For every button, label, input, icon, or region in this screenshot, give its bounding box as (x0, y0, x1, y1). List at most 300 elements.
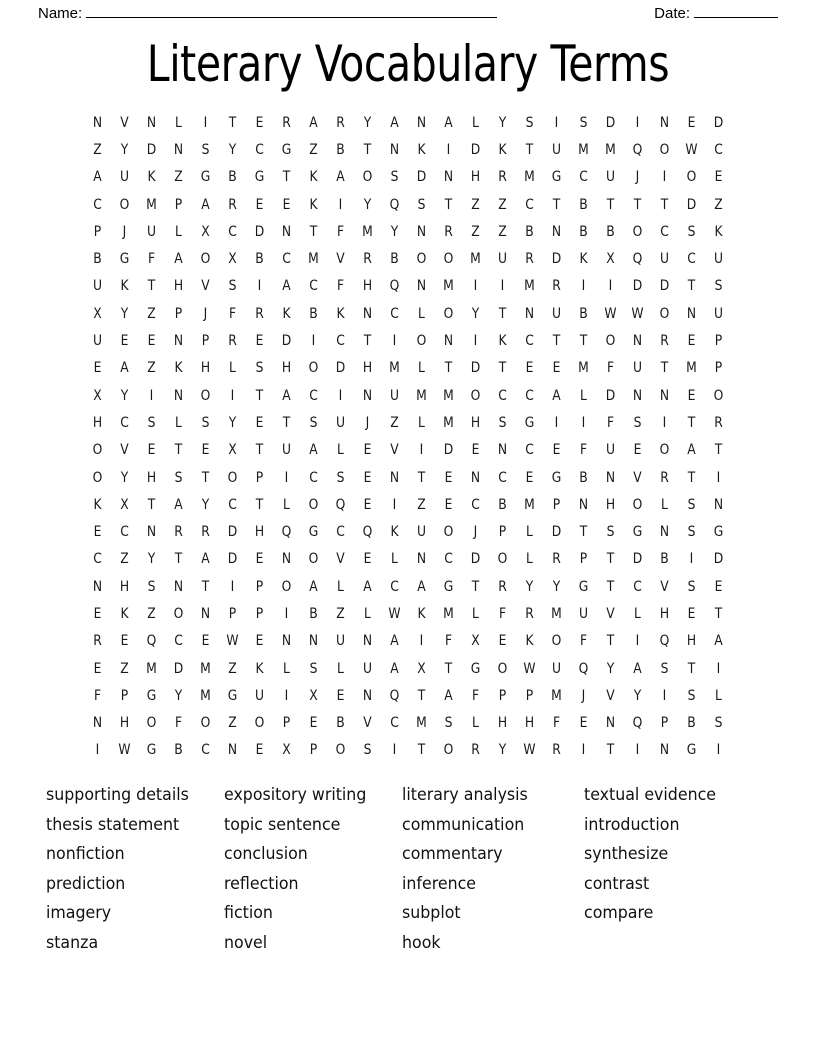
grid-cell[interactable]: B (525, 223, 534, 240)
grid-cell[interactable]: D (227, 551, 238, 568)
grid-cell[interactable]: A (363, 578, 372, 595)
grid-cell[interactable]: N (146, 114, 157, 131)
grid-cell[interactable]: D (146, 141, 157, 158)
grid-cell[interactable]: Z (120, 551, 129, 568)
grid-cell[interactable]: M (524, 496, 535, 513)
grid-cell[interactable]: V (336, 551, 345, 568)
grid-cell[interactable]: E (93, 605, 102, 622)
grid-cell[interactable]: P (660, 715, 669, 732)
grid-cell[interactable]: B (579, 469, 588, 486)
grid-cell[interactable]: O (308, 551, 319, 568)
grid-cell[interactable]: C (498, 469, 507, 486)
grid-cell[interactable]: B (228, 169, 237, 186)
grid-cell[interactable]: I (716, 742, 721, 759)
grid-cell[interactable]: E (525, 469, 534, 486)
grid-cell[interactable]: G (713, 524, 724, 541)
grid-cell[interactable]: T (714, 442, 723, 459)
grid-cell[interactable]: I (338, 196, 343, 213)
grid-cell[interactable]: J (581, 687, 586, 704)
grid-cell[interactable]: H (362, 278, 373, 295)
grid-cell[interactable]: C (93, 551, 102, 568)
grid-cell[interactable]: N (659, 114, 670, 131)
grid-cell[interactable]: P (174, 305, 183, 322)
grid-cell[interactable]: E (363, 551, 372, 568)
grid-cell[interactable]: H (497, 715, 508, 732)
grid-cell[interactable]: F (498, 605, 507, 622)
grid-cell[interactable]: X (282, 742, 291, 759)
grid-cell[interactable]: L (526, 551, 533, 568)
grid-cell[interactable]: V (606, 687, 615, 704)
grid-cell[interactable]: I (95, 742, 100, 759)
grid-cell[interactable]: T (633, 196, 642, 213)
grid-cell[interactable]: T (606, 551, 615, 568)
grid-cell[interactable]: T (255, 387, 264, 404)
word-list-item[interactable]: conclusion (224, 844, 308, 864)
grid-cell[interactable]: E (147, 442, 156, 459)
grid-cell[interactable]: A (552, 387, 561, 404)
grid-cell[interactable]: M (443, 414, 454, 431)
grid-cell[interactable]: T (660, 360, 669, 377)
grid-cell[interactable]: U (92, 278, 103, 295)
grid-cell[interactable]: Q (389, 196, 400, 213)
word-list-item[interactable]: expository writing (224, 785, 367, 805)
grid-cell[interactable]: S (417, 196, 426, 213)
grid-cell[interactable]: O (200, 387, 211, 404)
grid-cell[interactable]: R (93, 633, 102, 650)
grid-cell[interactable]: E (714, 169, 723, 186)
grid-cell[interactable]: S (390, 169, 399, 186)
grid-cell[interactable]: C (471, 496, 480, 513)
grid-cell[interactable]: J (473, 524, 478, 541)
grid-cell[interactable]: Z (228, 715, 237, 732)
grid-cell[interactable]: N (632, 387, 643, 404)
grid-cell[interactable]: N (416, 223, 427, 240)
grid-cell[interactable]: N (173, 578, 184, 595)
grid-cell[interactable]: S (687, 223, 696, 240)
grid-cell[interactable]: Y (471, 305, 480, 322)
grid-cell[interactable]: J (365, 414, 370, 431)
grid-cell[interactable]: K (120, 605, 129, 622)
grid-cell[interactable]: Z (471, 196, 480, 213)
grid-cell[interactable]: G (146, 687, 157, 704)
grid-cell[interactable]: I (716, 660, 721, 677)
word-list-item[interactable]: imagery (46, 903, 112, 923)
grid-cell[interactable]: S (633, 414, 642, 431)
grid-cell[interactable]: R (552, 278, 561, 295)
grid-cell[interactable]: Z (417, 496, 426, 513)
grid-cell[interactable]: I (662, 687, 667, 704)
grid-cell[interactable]: S (714, 715, 723, 732)
grid-cell[interactable]: C (309, 469, 318, 486)
grid-cell[interactable]: S (606, 524, 615, 541)
grid-cell[interactable]: G (200, 169, 211, 186)
grid-cell[interactable]: E (282, 196, 291, 213)
grid-cell[interactable]: L (337, 578, 344, 595)
grid-cell[interactable]: P (201, 333, 210, 350)
grid-cell[interactable]: A (633, 660, 642, 677)
grid-cell[interactable]: Z (120, 660, 129, 677)
grid-cell[interactable]: E (633, 442, 642, 459)
grid-cell[interactable]: N (659, 524, 670, 541)
grid-cell[interactable]: N (146, 524, 157, 541)
grid-cell[interactable]: I (581, 742, 586, 759)
grid-cell[interactable]: M (470, 251, 481, 268)
grid-cell[interactable]: T (606, 578, 615, 595)
grid-cell[interactable]: W (604, 305, 617, 322)
grid-cell[interactable]: N (659, 742, 670, 759)
grid-cell[interactable]: Z (336, 605, 345, 622)
grid-cell[interactable]: H (362, 360, 373, 377)
grid-cell[interactable]: T (660, 196, 669, 213)
grid-cell[interactable]: I (473, 278, 478, 295)
grid-cell[interactable]: S (363, 742, 372, 759)
grid-cell[interactable]: O (470, 387, 481, 404)
grid-cell[interactable]: L (661, 496, 668, 513)
grid-cell[interactable]: I (662, 414, 667, 431)
grid-cell[interactable]: O (281, 578, 292, 595)
grid-cell[interactable]: S (228, 278, 237, 295)
grid-cell[interactable]: N (578, 496, 589, 513)
grid-cell[interactable]: B (579, 196, 588, 213)
grid-cell[interactable]: I (554, 114, 559, 131)
grid-cell[interactable]: N (389, 141, 400, 158)
grid-cell[interactable]: K (579, 251, 588, 268)
grid-cell[interactable]: T (201, 578, 210, 595)
grid-cell[interactable]: S (174, 469, 183, 486)
grid-cell[interactable]: C (201, 742, 210, 759)
grid-cell[interactable]: E (147, 333, 156, 350)
grid-cell[interactable]: Y (120, 469, 129, 486)
grid-cell[interactable]: A (444, 114, 453, 131)
grid-cell[interactable]: I (392, 496, 397, 513)
grid-cell[interactable]: T (174, 442, 183, 459)
grid-cell[interactable]: P (309, 742, 318, 759)
grid-cell[interactable]: A (309, 114, 318, 131)
grid-cell[interactable]: G (632, 524, 643, 541)
grid-cell[interactable]: R (444, 223, 453, 240)
grid-cell[interactable]: R (498, 169, 507, 186)
grid-cell[interactable]: A (309, 442, 318, 459)
grid-cell[interactable]: T (363, 141, 372, 158)
grid-cell[interactable]: U (605, 169, 616, 186)
grid-cell[interactable]: T (363, 333, 372, 350)
grid-cell[interactable]: U (713, 251, 724, 268)
grid-cell[interactable]: A (93, 169, 102, 186)
grid-cell[interactable]: I (392, 333, 397, 350)
grid-cell[interactable]: J (635, 169, 640, 186)
grid-cell[interactable]: K (714, 223, 723, 240)
grid-cell[interactable]: H (524, 715, 535, 732)
grid-cell[interactable]: E (201, 442, 210, 459)
grid-cell[interactable]: N (92, 114, 103, 131)
grid-cell[interactable]: O (443, 524, 454, 541)
grid-cell[interactable]: I (419, 442, 424, 459)
grid-cell[interactable]: I (311, 333, 316, 350)
grid-cell[interactable]: Z (498, 196, 507, 213)
grid-cell[interactable]: K (417, 605, 426, 622)
grid-cell[interactable]: A (309, 578, 318, 595)
grid-cell[interactable]: T (606, 633, 615, 650)
grid-cell[interactable]: S (309, 660, 318, 677)
grid-cell[interactable]: N (524, 305, 535, 322)
word-list-item[interactable]: nonfiction (46, 844, 125, 864)
grid-cell[interactable]: E (255, 633, 264, 650)
grid-cell[interactable]: A (417, 578, 426, 595)
grid-cell[interactable]: C (309, 387, 318, 404)
grid-cell[interactable]: E (444, 496, 453, 513)
grid-cell[interactable]: M (524, 169, 535, 186)
grid-cell[interactable]: P (255, 469, 264, 486)
grid-cell[interactable]: B (579, 223, 588, 240)
grid-cell[interactable]: T (444, 660, 453, 677)
grid-cell[interactable]: P (552, 496, 561, 513)
grid-cell[interactable]: M (686, 360, 697, 377)
grid-cell[interactable]: N (605, 469, 616, 486)
grid-cell[interactable]: E (525, 360, 534, 377)
grid-cell[interactable]: E (309, 715, 318, 732)
grid-cell[interactable]: L (364, 605, 371, 622)
grid-cell[interactable]: I (230, 578, 235, 595)
word-list-item[interactable]: hook (402, 932, 441, 953)
grid-cell[interactable]: N (281, 551, 292, 568)
grid-cell[interactable]: X (417, 660, 426, 677)
grid-cell[interactable]: O (308, 360, 319, 377)
grid-cell[interactable]: U (713, 305, 724, 322)
grid-cell[interactable]: T (282, 169, 291, 186)
grid-cell[interactable]: F (336, 223, 345, 240)
grid-cell[interactable]: A (714, 633, 723, 650)
grid-cell[interactable]: M (389, 360, 400, 377)
grid-cell[interactable]: R (498, 578, 507, 595)
grid-cell[interactable]: N (92, 715, 103, 732)
grid-cell[interactable]: C (228, 223, 237, 240)
grid-cell[interactable]: K (498, 333, 507, 350)
grid-cell[interactable]: W (523, 742, 536, 759)
grid-cell[interactable]: Q (632, 141, 643, 158)
grid-cell[interactable]: P (498, 687, 507, 704)
word-list-item[interactable]: topic sentence (224, 814, 341, 835)
grid-cell[interactable]: I (419, 633, 424, 650)
grid-cell[interactable]: X (228, 442, 237, 459)
grid-cell[interactable]: D (551, 524, 562, 541)
grid-cell[interactable]: J (203, 305, 208, 322)
grid-cell[interactable]: F (336, 278, 345, 295)
grid-cell[interactable]: A (390, 114, 399, 131)
grid-cell[interactable]: K (309, 169, 318, 186)
grid-cell[interactable]: G (146, 742, 157, 759)
grid-cell[interactable]: V (606, 605, 615, 622)
grid-cell[interactable]: C (525, 333, 534, 350)
grid-cell[interactable]: D (173, 660, 184, 677)
grid-cell[interactable]: C (228, 496, 237, 513)
grid-cell[interactable]: H (659, 605, 670, 622)
grid-cell[interactable]: V (120, 442, 129, 459)
grid-cell[interactable]: Q (578, 660, 589, 677)
grid-cell[interactable]: Z (228, 660, 237, 677)
grid-cell[interactable]: D (470, 141, 481, 158)
grid-cell[interactable]: B (309, 305, 318, 322)
grid-cell[interactable]: S (444, 715, 453, 732)
grid-cell[interactable]: L (418, 305, 425, 322)
grid-cell[interactable]: J (122, 223, 127, 240)
grid-cell[interactable]: Y (390, 223, 399, 240)
grid-cell[interactable]: T (444, 196, 453, 213)
grid-cell[interactable]: R (201, 524, 210, 541)
grid-cell[interactable]: P (714, 360, 723, 377)
grid-cell[interactable]: L (580, 387, 587, 404)
grid-cell[interactable]: A (444, 687, 453, 704)
grid-cell[interactable]: M (578, 360, 589, 377)
grid-cell[interactable]: C (336, 524, 345, 541)
word-list-item[interactable]: novel (224, 932, 268, 953)
grid-cell[interactable]: N (227, 742, 238, 759)
grid-cell[interactable]: N (659, 387, 670, 404)
grid-cell[interactable]: Z (147, 605, 156, 622)
grid-cell[interactable]: F (444, 633, 453, 650)
grid-cell[interactable]: U (335, 633, 346, 650)
grid-cell[interactable]: Q (659, 633, 670, 650)
grid-cell[interactable]: F (147, 251, 156, 268)
grid-cell[interactable]: N (497, 442, 508, 459)
grid-cell[interactable]: N (173, 141, 184, 158)
grid-cell[interactable]: A (174, 251, 183, 268)
grid-cell[interactable]: Y (120, 387, 129, 404)
grid-cell[interactable]: M (308, 251, 319, 268)
grid-cell[interactable]: A (174, 496, 183, 513)
grid-cell[interactable]: Y (525, 578, 534, 595)
grid-cell[interactable]: E (687, 605, 696, 622)
grid-cell[interactable]: Y (228, 414, 237, 431)
grid-cell[interactable]: A (336, 169, 345, 186)
grid-cell[interactable]: O (92, 442, 103, 459)
grid-cell[interactable]: D (227, 524, 238, 541)
grid-cell[interactable]: Q (632, 251, 643, 268)
grid-cell[interactable]: L (175, 223, 182, 240)
grid-cell[interactable]: D (713, 551, 724, 568)
grid-cell[interactable]: K (417, 141, 426, 158)
grid-cell[interactable]: U (578, 605, 589, 622)
grid-cell[interactable]: E (363, 442, 372, 459)
grid-cell[interactable]: C (390, 715, 399, 732)
grid-cell[interactable]: D (551, 251, 562, 268)
grid-cell[interactable]: E (201, 633, 210, 650)
grid-cell[interactable]: N (281, 223, 292, 240)
grid-cell[interactable]: U (335, 414, 346, 431)
grid-cell[interactable]: V (336, 251, 345, 268)
grid-cell[interactable]: U (254, 687, 265, 704)
grid-cell[interactable]: C (525, 387, 534, 404)
grid-cell[interactable]: V (201, 278, 210, 295)
word-list-item[interactable]: subplot (402, 903, 461, 923)
word-list-item[interactable]: introduction (584, 814, 680, 835)
grid-cell[interactable]: T (552, 333, 561, 350)
word-list-item[interactable]: literary analysis (402, 785, 528, 805)
grid-cell[interactable]: T (255, 442, 264, 459)
grid-cell[interactable]: H (686, 633, 697, 650)
grid-cell[interactable]: Q (389, 278, 400, 295)
grid-cell[interactable]: U (146, 223, 157, 240)
grid-cell[interactable]: M (362, 223, 373, 240)
grid-cell[interactable]: H (281, 360, 292, 377)
grid-cell[interactable]: S (687, 524, 696, 541)
grid-cell[interactable]: C (174, 633, 183, 650)
grid-cell[interactable]: T (498, 305, 507, 322)
grid-cell[interactable]: T (579, 524, 588, 541)
grid-cell[interactable]: I (581, 414, 586, 431)
grid-cell[interactable]: T (309, 223, 318, 240)
grid-cell[interactable]: Y (552, 578, 561, 595)
grid-cell[interactable]: I (635, 114, 640, 131)
grid-cell[interactable]: W (685, 141, 698, 158)
grid-cell[interactable]: N (362, 305, 373, 322)
grid-cell[interactable]: S (498, 414, 507, 431)
grid-cell[interactable]: L (337, 660, 344, 677)
grid-cell[interactable]: G (686, 742, 697, 759)
grid-cell[interactable]: X (471, 633, 480, 650)
grid-cell[interactable]: U (497, 251, 508, 268)
grid-cell[interactable]: G (227, 687, 238, 704)
grid-cell[interactable]: D (632, 551, 643, 568)
grid-cell[interactable]: E (687, 114, 696, 131)
grid-cell[interactable]: A (390, 633, 399, 650)
grid-cell[interactable]: E (471, 442, 480, 459)
grid-cell[interactable]: Y (498, 742, 507, 759)
grid-cell[interactable]: N (470, 469, 481, 486)
grid-cell[interactable]: U (416, 524, 427, 541)
grid-cell[interactable]: O (362, 169, 373, 186)
grid-cell[interactable]: O (227, 469, 238, 486)
grid-cell[interactable]: L (283, 496, 290, 513)
grid-cell[interactable]: L (229, 360, 236, 377)
word-list-item[interactable]: inference (402, 873, 477, 894)
grid-cell[interactable]: Q (389, 687, 400, 704)
grid-cell[interactable]: D (281, 333, 292, 350)
grid-cell[interactable]: A (282, 387, 291, 404)
grid-cell[interactable]: N (605, 715, 616, 732)
grid-cell[interactable]: X (93, 305, 102, 322)
grid-cell[interactable]: M (200, 660, 211, 677)
grid-cell[interactable]: D (254, 223, 265, 240)
grid-cell[interactable]: Y (201, 496, 210, 513)
grid-cell[interactable]: T (687, 414, 696, 431)
grid-cell[interactable]: C (714, 141, 723, 158)
grid-cell[interactable]: U (281, 442, 292, 459)
grid-cell[interactable]: N (389, 469, 400, 486)
grid-cell[interactable]: I (149, 387, 154, 404)
grid-cell[interactable]: E (444, 469, 453, 486)
grid-cell[interactable]: T (444, 360, 453, 377)
grid-cell[interactable]: S (579, 114, 588, 131)
grid-cell[interactable]: O (659, 141, 670, 158)
grid-cell[interactable]: Z (714, 196, 723, 213)
grid-cell[interactable]: U (659, 251, 670, 268)
grid-cell[interactable]: X (228, 251, 237, 268)
grid-cell[interactable]: I (284, 605, 289, 622)
grid-cell[interactable]: C (660, 223, 669, 240)
grid-cell[interactable]: S (525, 114, 534, 131)
grid-cell[interactable]: N (92, 578, 103, 595)
grid-cell[interactable]: R (714, 414, 723, 431)
grid-cell[interactable]: G (119, 251, 130, 268)
grid-cell[interactable]: N (443, 169, 454, 186)
grid-cell[interactable]: B (579, 305, 588, 322)
grid-cell[interactable]: O (632, 496, 643, 513)
grid-cell[interactable]: N (308, 633, 319, 650)
grid-cell[interactable]: G (578, 578, 589, 595)
word-list-item[interactable]: communication (402, 814, 525, 835)
grid-cell[interactable]: I (284, 687, 289, 704)
grid-cell[interactable]: H (119, 578, 130, 595)
